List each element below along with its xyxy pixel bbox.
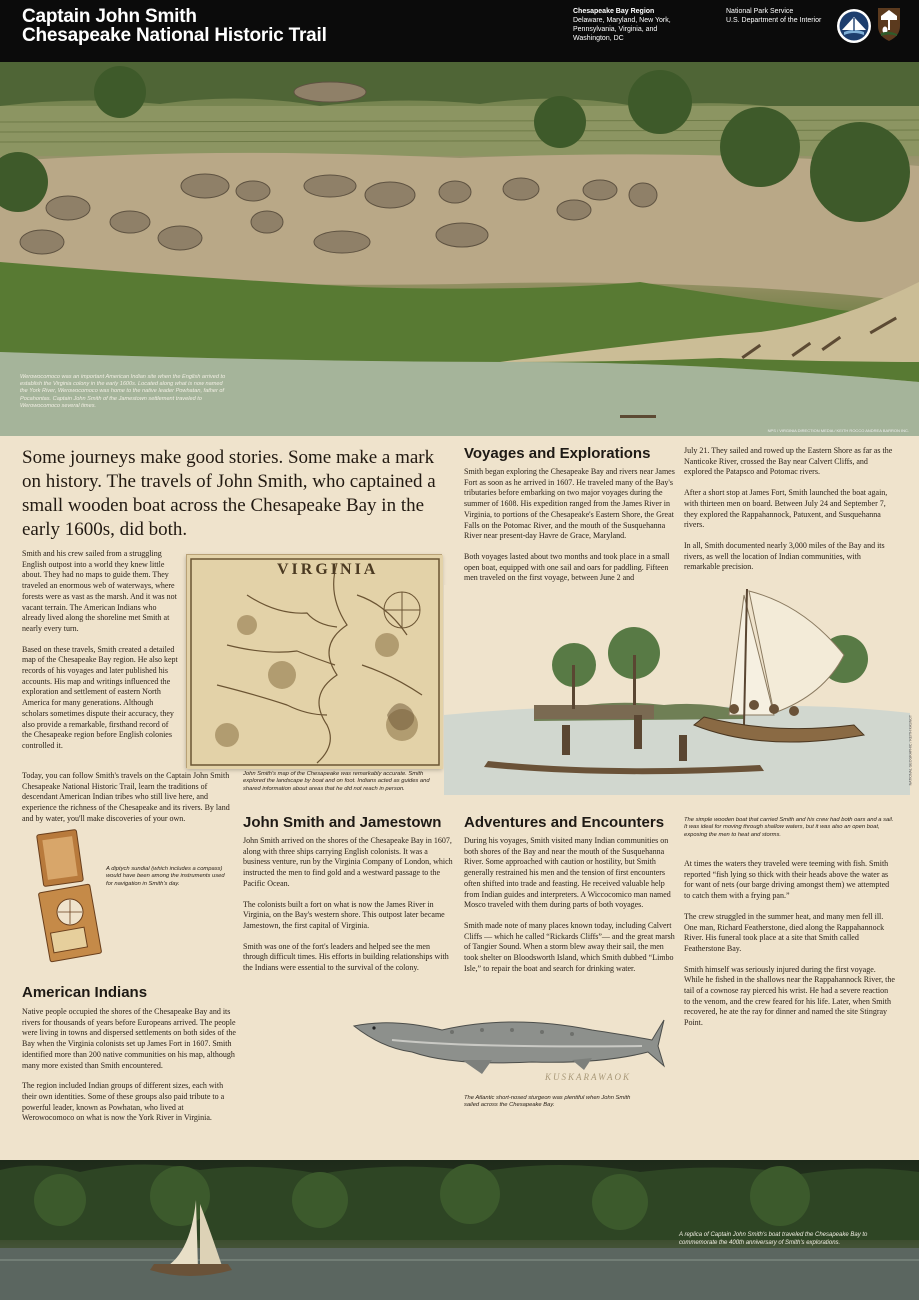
sturgeon-image	[352, 1000, 666, 1080]
diptych-sundial-image	[36, 830, 106, 965]
voyages-p1: Smith began exploring the Chesapeake Bay and rivers near James Fort as soon as he arrived in 1607. He traveled many of the Bay's tributaries before embarking on two major voyages during the summer of 1608. His expedition ranged from the James River in Virginia, to portions of the Chesapeake's Eastern Shore, the Great Falls on the Potomac River, and the mouth of the Susquehanna River near present-day Havre de Grace, Maryland.	[464, 467, 675, 541]
intro-p3: Today, you can follow Smith's travels on the Captain John Smith Chesapeake National Historic Trail, learn the traditions of descendant American Indian tribes who still live here, and experience the richness of the Chesapeake and its rivers. By land and by water, you'll make discoveries of your own.	[22, 771, 230, 823]
adventures-column-1	[464, 836, 676, 984]
american-indians-heading: American Indians	[22, 984, 148, 1001]
page-title-line1: Captain John Smith	[22, 6, 197, 27]
intro-p2: Based on these travels, Smith created a detailed map of the Chesapeake Bay region. He also kept records of his voyages and later published his accounts. His map and writings influenced the exploration and settlement of eastern North America for many generations. Although scholars sometimes dispute their accuracy, they also provide a remarkable, firsthand record of the Chesapeake region before English colonies controlled it.	[22, 644, 178, 750]
boat-drawing	[444, 585, 910, 795]
region-line2: Delaware, Maryland, New York,	[573, 17, 671, 24]
voyages-p4: After a short stop at James Fort, Smith launched the boat again, with thirteen men on board. Between July 24 and September 7, they explored the Rappahannock, Patuxent, and Susquehanna rivers.	[684, 488, 888, 530]
jamestown-p2: The colonists built a fort on what is now the James River in Virginia, on the Bay's western shore. This outpost later became Jamestown, the first capital of Virginia.	[243, 899, 445, 930]
jamestown-p1: John Smith arrived on the shores of the Chesapeake Bay in 1607, along with three ships carrying English colonists. It was a business venture, run by the Virginia Company of London, which instructed the men to find gold and a westward passage to the Pacific Ocean.	[243, 836, 453, 888]
agency-line2: U.S. Department of the Interior	[726, 17, 822, 24]
hero-image-werowocomoco	[0, 62, 919, 436]
voyages-heading: Voyages and Explorations	[464, 445, 651, 462]
adventures-p1: During his voyages, Smith visited many Indian communities on both shores of the Bay and near the mouth of the Susquehanna River. Some approached with caution or hostility, but Smith generally restrained his men and the tension of first encounters often shifted into trade and feasting. He received valuable help from Indian guides and interpreters. A Wiccocomico man named Mosco traveled with them during parts of both voyages.	[464, 836, 671, 910]
page-title-line2: Chesapeake National Historic Trail	[22, 25, 327, 46]
boat-credit: NATIONAL GEOGRAPHIC / KEITH KASNOT	[908, 715, 912, 786]
adventures-p3: At times the waters they traveled were teeming with fish. Smith reported “fish lying so thick with their heads above the water as for want of nets (our barge driving amongst them) we attempted to catch them with a frying pan.”	[684, 859, 890, 901]
hero-caption: Werowocomoco was an important American Indian site when the English arrived to establish the Virginia colony in the early 1600s. Located along what is now named the York River, Werowocomoco was home to the native leader Powhatan, father of Pocahontas. Captain John Smith of the Jamestown settlement traveled to Werowocomoco several times.	[20, 374, 226, 409]
voyages-p2: Both voyages lasted about two months and took place in a small open boat, equipped with one sail and oars for paddling. Fifteen men traveled on the first voyage, between June 2 and	[464, 551, 670, 583]
adventures-heading: Adventures and Encounters	[464, 814, 665, 831]
intro-p1: Smith and his crew sailed from a struggling English outpost into a world they knew little about. They had no maps to guide them. They traveled an enormous web of waterways, where forests were as vast as the marsh. And it was not vacant terrain. The American Indians who already lived along the shoreline met Smith at nearly every turn.	[22, 549, 177, 633]
american-indians-p1: Native people occupied the shores of the Chesapeake Bay and its rivers for thousands of years before Europeans arrived. The people were living in towns and dispersed settlements on both sides of the Bay when the Virginia colonists set up James Fort in 1607. Smith identified more than 200 native communities on his map, although many more existed than Smith encountered.	[22, 1007, 236, 1070]
trail-logo-icon	[836, 8, 872, 44]
intro-column-bottom	[22, 771, 237, 835]
footer-caption: A replica of Captain John Smith's boat traveled the Chesapeake Bay to commemorate the 400th anniversary of Smith's explorations.	[679, 1232, 868, 1246]
adventures-p4: The crew struggled in the summer heat, and many men fell ill. One man, Richard Featherstone, died along the Rappahannock River. His funeral took place at a site that Smith called Featherstone Bay.	[684, 911, 885, 953]
american-indians-column	[22, 1007, 237, 1134]
voyages-p5: In all, Smith documented nearly 3,000 miles of the Bay and its rivers, as well the location of Indian communities, with remarkable precision.	[684, 540, 885, 572]
smith-map-image	[186, 554, 442, 768]
agency-line1: National Park Service	[726, 8, 794, 15]
map-caption: John Smith's map of the Chesapeake was remarkably accurate. Smith explored the landscape by boat and on foot. Indians acted as guides and shared information about areas that he did not reach in person.	[243, 771, 430, 792]
sundial-caption: A diptych sundial (which includes a compass) would have been among the instruments used for navigation in Smith's day.	[106, 866, 225, 887]
lead-paragraph: Some journeys make good stories. Some make a mark on history. The travels of John Smith, who captained a small wooden boat across the Chesapeake Bay in the early 1600s, did both.	[22, 447, 436, 540]
adventures-p2: Smith made note of many places known today, including Calvert Cliffs — which he called “Rickards Cliffs”— and the great marsh of Tangier Sound. When a storm blew away their sail, the men took shelter on Bloodsworth Island, which Smith dubbed “Limbo Isle,” to repair the boat and search for drinking water.	[464, 920, 675, 973]
adventures-p5: Smith himself was seriously injured during the first voyage. While he fished in the shallows near the Rappahannock River, the tail of a cownose ray pierced his wrist. He had a severe reaction to the venom, and the crew feared for his life. Later, when Smith recovered, he ate the ray for dinner and named the site Stingray Point.	[684, 964, 895, 1028]
region-line4: Washington, DC	[573, 35, 624, 42]
voyages-column-1	[464, 467, 676, 594]
boat-caption: The simple wooden boat that carried Smith and his crew had both oars and a sail. It was ideal for moving through shallow waters, but it was also an open boat, exposing the men to heat and storms.	[684, 817, 894, 838]
map-drawing	[187, 555, 443, 769]
sturgeon-caption: The Atlantic short-nosed sturgeon was plentiful when John Smith sailed across the Chesapeake Bay.	[464, 1095, 631, 1109]
american-indians-p2: The region included Indian groups of different sizes, each with their own identities. Some of these groups also paid tribute to a powerful leader, known as Powhatan, who lived at Werowocomoco on what is now the York River in Virginia.	[22, 1081, 225, 1123]
nps-arrowhead-icon	[876, 6, 902, 42]
region-line3: Pennsylvania, Virginia, and	[573, 26, 658, 33]
region-line1: Chesapeake Bay Region	[573, 8, 655, 15]
adventures-column-2	[684, 859, 896, 1039]
jamestown-heading: John Smith and Jamestown	[243, 814, 442, 831]
region-block	[573, 7, 703, 43]
jamestown-column	[243, 836, 455, 984]
footer-photo	[0, 1160, 919, 1300]
footer-shoreline-drawing	[0, 1160, 919, 1300]
agency-block	[726, 7, 836, 25]
map-label: VIRGINIA	[277, 561, 379, 578]
voyages-p3: July 21. They sailed and rowed up the Eastern Shore as far as the Nanticoke River, crossed the Bay near Calvert Cliffs, and explored the Patapsco and Potomac rivers.	[684, 446, 893, 477]
jamestown-p3: Smith was one of the fort's leaders and helped see the men through difficult times. His efforts in building relationships with the Indians were essential to the survival of the colony.	[243, 941, 449, 973]
voyages-column-2	[684, 446, 896, 583]
map-word-kuskarawaok: KUSKARAWAOK	[545, 1072, 632, 1082]
header-bar	[0, 0, 919, 62]
hero-credit: NPS / VIRGINIA DIRECTION MEDIA / KEITH ROCCO ANDREA BARRON INC.	[767, 428, 909, 433]
intro-column	[22, 549, 178, 762]
boat-illustration	[444, 585, 910, 795]
